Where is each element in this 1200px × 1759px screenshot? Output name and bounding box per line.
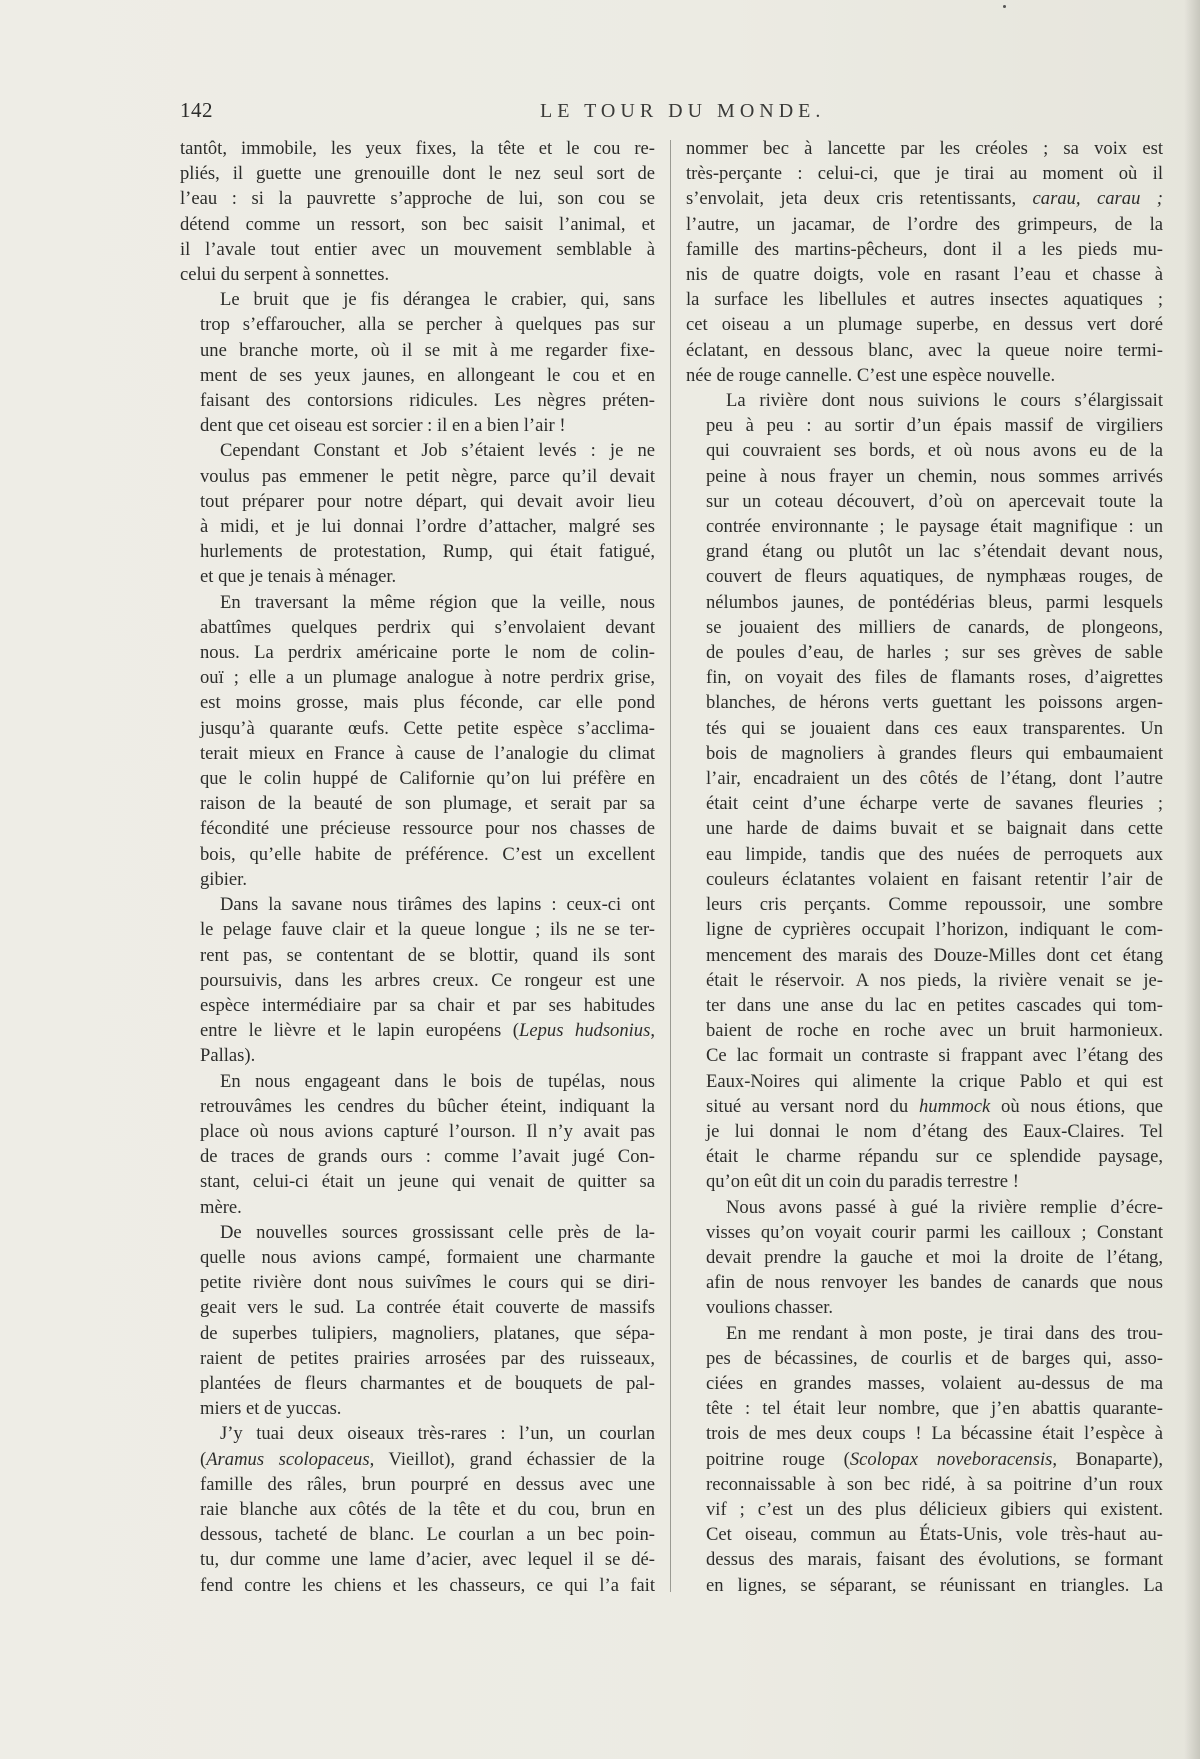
page-edge-shadow	[1184, 0, 1200, 1759]
text-line: En traversant la même région que la veille, nous	[220, 591, 655, 613]
text-line: s’envolait, jeta deux cris retentissants, carau, carau ;	[686, 188, 1163, 210]
text-line: poursuivis, dans les arbres creux. Ce rongeur est une	[200, 969, 655, 991]
text-line: couleurs éclatantes volaient en faisant retentir l’air de	[706, 868, 1163, 890]
text-line: tés qui se jouaient dans ces eaux transparentes. Un	[706, 717, 1163, 739]
page-header	[0, 98, 1200, 124]
text-line: poitrine rouge (Scolopax noveboracensis, Bonaparte),	[706, 1448, 1163, 1470]
text-line: ligne de cyprières occupait l’horizon, indiquant le com-	[706, 919, 1163, 941]
text-line: la surface les libellules et autres insectes aquatiques ;	[686, 289, 1163, 311]
text-line: l’air, encadraient un des côtés de l’étang, dont l’autre	[706, 768, 1163, 790]
text-line: ciées en grandes masses, volaient au-dessus de ma	[706, 1372, 1163, 1394]
text-line: jusqu’à quarante œufs. Cette petite espèce s’acclima-	[200, 717, 655, 739]
text-line: à midi, et je lui donnai l’ordre d’attacher, malgré ses	[200, 516, 655, 538]
text-line: tu, dur comme une lame d’acier, avec lequel il se dé-	[200, 1549, 655, 1571]
text-line: plantées de fleurs charmantes et de bouquets de pal-	[200, 1372, 655, 1394]
text-line: sur un coteau découvert, d’où on apercevait toute la	[706, 490, 1163, 512]
paragraph	[180, 136, 655, 287]
text-line: ment de ses yeux jaunes, en allongeant le cou et en	[200, 364, 655, 386]
text-line: reconnaissable à son bec ridé, à sa poitrine d’un roux	[706, 1473, 1163, 1495]
paragraph	[686, 136, 1163, 388]
text-line: Le bruit que je fis dérangea le crabier, qui, sans	[220, 289, 655, 311]
text-line: stant, celui-ci était un jeune qui venait de quitter sa	[200, 1171, 655, 1193]
text-line: une harde de daims buvait et se baignait dans cette	[706, 818, 1163, 840]
text-line: était le charme répandu sur ce splendide paysage,	[706, 1146, 1163, 1168]
text-line: est moins grosse, mais plus féconde, car elle pond	[200, 692, 655, 714]
text-line: La rivière dont nous suivions le cours s’élargissait	[726, 390, 1163, 412]
text-line: retrouvâmes les cendres du bûcher éteint, indiquant la	[200, 1095, 655, 1117]
text-line: pes de bécassines, de courlis et de barges qui, asso-	[706, 1347, 1163, 1369]
text-line: grand étang ou plutôt un lac s’étendait devant nous,	[706, 541, 1163, 563]
text-line: mencement des marais des Douze-Milles dont cet étang	[706, 944, 1163, 966]
text-line: très-perçante : celui-ci, que je tirai au moment où il	[686, 163, 1163, 185]
text-line: celui du serpent à sonnettes.	[180, 264, 390, 286]
text-line: dessous, tacheté de blanc. Le courlan a un bec poin-	[200, 1524, 655, 1546]
text-line: était le réservoir. A nos pieds, la rivière venait se je-	[706, 969, 1163, 991]
text-line: situé au versant nord du hummock où nous étions, que	[706, 1095, 1163, 1117]
text-line: En me rendant à mon poste, je tirai dans des trou-	[726, 1322, 1163, 1344]
text-line: en lignes, se séparant, se réunissant en triangles. La	[706, 1574, 1163, 1596]
text-line: et que je tenais à ménager.	[200, 566, 397, 588]
paragraph	[180, 1421, 655, 1597]
text-line: fin, on voyait des files de flamants roses, d’aigrettes	[706, 667, 1163, 689]
text-line: de traces de grands ours : comme l’avait jugé Con-	[200, 1146, 655, 1168]
text-line: voulus pas emmener le petit nègre, parce qu’il devait	[200, 465, 655, 487]
text-line: En nous engageant dans le bois de tupélas, nous	[220, 1070, 655, 1092]
text-line: baient de roche en roche avec un bruit harmonieux.	[706, 1020, 1163, 1042]
paragraph	[686, 388, 1163, 1195]
text-line: Cet oiseau, commun au États-Unis, vole très-haut au-	[706, 1524, 1163, 1546]
text-line: cet oiseau a un plumage superbe, en dessus vert doré	[686, 314, 1163, 336]
text-line: devait prendre la gauche et moi la droite de l’étang,	[706, 1246, 1163, 1268]
paragraph	[180, 1069, 655, 1220]
paragraph	[180, 287, 655, 438]
text-line: une branche morte, où il se mit à me regarder fixe-	[200, 339, 655, 361]
text-line: qui couvraient ses bords, et où nous avons eu de la	[706, 440, 1163, 462]
text-line: nous. La perdrix américaine porte le nom de colin-	[200, 642, 655, 664]
text-line: se jouaient des milliers de canards, de plongeons,	[706, 616, 1163, 638]
text-line: vif ; c’est un des plus délicieux gibiers qui existent.	[706, 1498, 1163, 1520]
text-line: geait vers le sud. La contrée était couverte de massifs	[200, 1297, 655, 1319]
text-line: de superbes tulipiers, magnoliers, platanes, que sépa-	[200, 1322, 655, 1344]
text-line: abattîmes quelques perdrix qui s’envolaient devant	[200, 616, 655, 638]
print-speck	[1003, 5, 1006, 8]
text-line: bois, qu’elle habite de préférence. C’est un excellent	[200, 843, 655, 865]
text-line: petite rivière dont nous suivîmes le cours qui se diri-	[200, 1272, 655, 1294]
text-line: blanches, de hérons verts guettant les poissons argen-	[706, 692, 1163, 714]
left-text-column	[180, 136, 655, 1598]
text-line: Ce lac formait un contraste si frappant avec l’étang des	[706, 1045, 1163, 1067]
text-line: l’eau : si la pauvrette s’approche de lui, son cou se	[180, 188, 655, 210]
text-line: raie blanche aux côtés de la tête et du cou, brun en	[200, 1498, 655, 1520]
text-line: terait mieux en France à cause de l’analogie du climat	[200, 742, 655, 764]
text-line: raison de la beauté de son plumage, et serait par sa	[200, 793, 655, 815]
text-line: nis de quatre doigts, vole en rasant l’eau et chasse à	[686, 264, 1163, 286]
text-line: ouï ; elle a un plumage analogue à notre perdrix grise,	[200, 667, 655, 689]
text-line: miers et de yuccas.	[200, 1398, 342, 1420]
text-line: nommer bec à lancette par les créoles ; sa voix est	[686, 138, 1163, 159]
running-title: LE TOUR DU MONDE.	[540, 100, 826, 122]
text-line: pliés, il guette une grenouille dont le nez seul sort de	[180, 163, 655, 185]
text-line: détend comme un ressort, son bec saisit l’animal, et	[180, 213, 655, 235]
text-line: quelle nous avions campé, formaient une charmante	[200, 1246, 655, 1268]
text-line: mère.	[200, 1196, 242, 1218]
text-line: qu’on eût dit un coin du paradis terrestre !	[706, 1171, 1019, 1193]
text-line: née de rouge cannelle. C’est une espèce nouvelle.	[686, 364, 1056, 386]
text-line: je lui donnai le nom d’étang des Eaux-Claires. Tel	[706, 1120, 1163, 1142]
text-line: Nous avons passé à gué la rivière remplie d’écre-	[726, 1196, 1163, 1218]
text-line: espèce intermédiaire par sa chair et par ses habitudes	[200, 994, 655, 1016]
text-line: il l’avale tout entier avec un mouvement semblable à	[180, 238, 655, 260]
column-divider	[670, 140, 671, 1592]
text-line: peine à nous frayer un chemin, nous sommes arrivés	[706, 465, 1163, 487]
text-line: dessus des marais, faisant des évolutions, se formant	[706, 1549, 1163, 1571]
text-line: ter dans une anse du lac en petites cascades qui tom-	[706, 994, 1163, 1016]
text-line: de poules d’eau, de harles ; sur ses grèves de sable	[706, 642, 1163, 664]
text-line: raient de petites prairies arrosées par des ruisseaux,	[200, 1347, 655, 1369]
text-line: trois de mes deux coups ! La bécassine était l’espèce à	[706, 1423, 1163, 1445]
paragraph	[180, 1220, 655, 1422]
text-line: tête : tel était leur nombre, que j’en abattis quarante-	[706, 1398, 1163, 1420]
text-line: faisant des contorsions ridicules. Les nègres préten-	[200, 390, 655, 412]
text-line: que le colin huppé de Californie qu’on lui préfère en	[200, 768, 655, 790]
text-line: était ceint d’une écharpe verte de savanes fleuries ;	[706, 793, 1163, 815]
text-line: visses qu’on voyait courir parmi les cailloux ; Constant	[706, 1221, 1163, 1243]
right-text-column	[686, 136, 1163, 1598]
text-line: De nouvelles sources grossissant celle près de la-	[220, 1221, 655, 1243]
text-line: peu à peu : au sortir d’un épais massif de virgiliers	[706, 415, 1163, 437]
text-line: couvert de fleurs aquatiques, de nymphæas rouges, de	[706, 566, 1163, 588]
text-line: fécondité une précieuse ressource pour nos chasses de	[200, 818, 655, 840]
text-line: afin de nous renvoyer les bandes de canards que nous	[706, 1272, 1163, 1294]
text-line: contrée environnante ; le paysage était magnifique : un	[706, 516, 1163, 538]
text-line: tout préparer pour notre départ, qui devait avoir lieu	[200, 490, 655, 512]
text-line: (Aramus scolopaceus, Vieillot), grand échassier de la	[200, 1448, 656, 1470]
text-line: famille des râles, brun pourpré en dessus avec une	[200, 1473, 655, 1495]
paragraph	[180, 892, 655, 1068]
text-line: éclatant, en dessous blanc, avec la queue noire termi-	[686, 339, 1163, 361]
text-line: gibier.	[200, 868, 247, 890]
text-line: le pelage fauve clair et la queue longue ; ils ne se ter-	[200, 919, 655, 941]
text-line: fend contre les chiens et les chasseurs, ce qui l’a fait	[200, 1574, 655, 1596]
text-line: Eaux-Noires qui alimente la crique Pablo et qui est	[706, 1070, 1163, 1092]
text-line: Pallas).	[200, 1045, 256, 1067]
text-line: Cependant Constant et Job s’étaient levés : je ne	[220, 440, 655, 462]
text-line: famille des martins-pêcheurs, dont il a les pieds mu-	[686, 238, 1163, 260]
paragraph	[686, 1195, 1163, 1321]
text-line: dent que cet oiseau est sorcier : il en a bien l’air !	[200, 415, 566, 437]
text-line: leurs cris perçants. Comme repoussoir, une sombre	[706, 894, 1163, 916]
page-number: 142	[180, 98, 213, 122]
text-line: l’autre, un jacamar, de l’ordre des grimpeurs, de la	[686, 213, 1163, 235]
text-line: place où nous avions capturé l’ourson. Il n’y avait pas	[200, 1120, 655, 1142]
text-line: trop s’effaroucher, alla se percher à quelques pas sur	[200, 314, 655, 336]
paragraph	[180, 590, 655, 892]
paragraph	[180, 438, 655, 589]
text-line: entre le lièvre et le lapin européens (Lepus hudsonius,	[200, 1020, 655, 1042]
text-line: tantôt, immobile, les yeux fixes, la tête et le cou re-	[180, 138, 655, 159]
text-line: bois de magnoliers à grandes fleurs qui embaumaient	[706, 742, 1163, 764]
text-line: J’y tuai deux oiseaux très-rares : l’un, un courlan	[220, 1423, 655, 1445]
text-line: voulions chasser.	[706, 1297, 834, 1319]
text-line: hurlements de protestation, Rump, qui était fatigué,	[200, 541, 655, 563]
paragraph	[686, 1321, 1163, 1598]
text-line: nélumbos jaunes, de pontédérias bleus, parmi lesquels	[706, 591, 1163, 613]
text-line: Dans la savane nous tirâmes des lapins : ceux-ci ont	[220, 894, 655, 916]
text-line: rent pas, se contentant de se blottir, quand ils sont	[200, 944, 655, 966]
text-line: eau limpide, tandis que des nuées de perroquets aux	[706, 843, 1163, 865]
